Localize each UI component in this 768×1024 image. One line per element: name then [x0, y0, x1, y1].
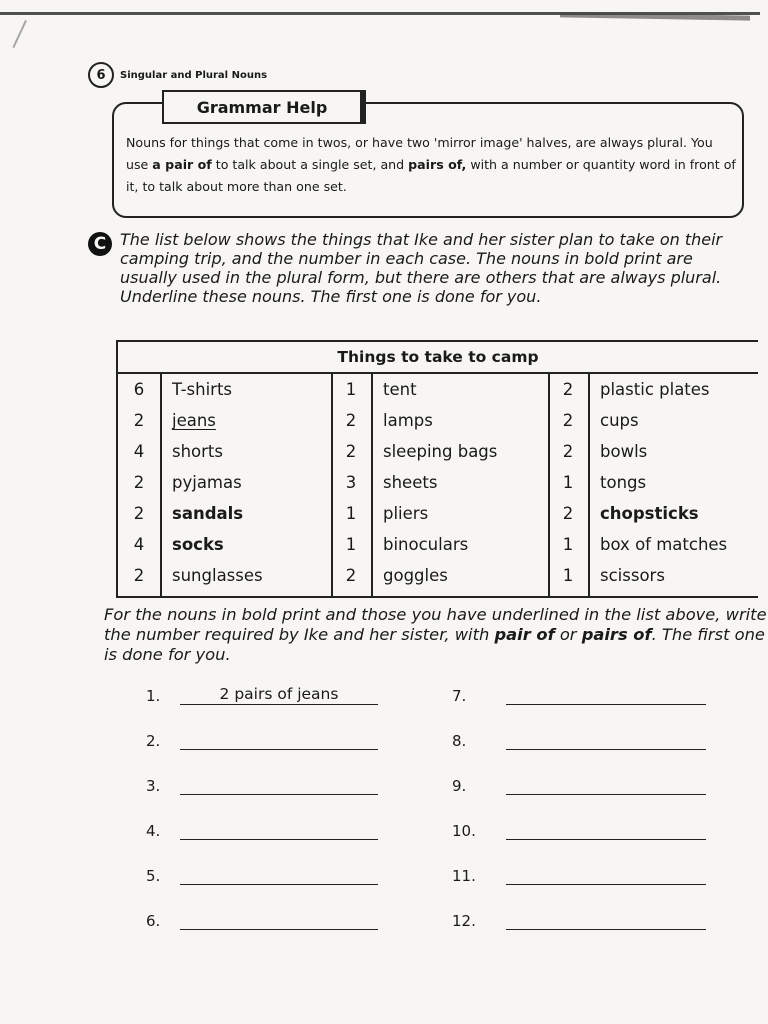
item-quantity: 1 [562, 566, 574, 585]
item-quantity: 3 [345, 473, 357, 492]
unit-header [88, 62, 267, 88]
item-name: cups [600, 411, 639, 430]
answer-item [452, 819, 706, 840]
item-name: pyjamas [172, 473, 242, 492]
item-name: chopsticks [600, 504, 699, 523]
answer-item [452, 864, 706, 885]
table-row [118, 467, 758, 498]
grammar-help-label: Grammar Help [162, 90, 362, 124]
item-quantity: 2 [133, 411, 145, 430]
answer-number: 11. [452, 867, 476, 885]
answer-number: 10. [452, 822, 476, 840]
answer-line[interactable] [180, 729, 378, 750]
item-quantity: 1 [345, 535, 357, 554]
item-name: sleeping bags [383, 442, 498, 461]
table-row [118, 405, 758, 436]
item-quantity: 4 [133, 442, 145, 461]
instruction-bold-b: pairs of [581, 625, 652, 644]
item-name: T-shirts [172, 380, 233, 399]
item-quantity: 1 [345, 504, 357, 523]
answer-line[interactable] [506, 774, 706, 795]
answer-number: 4. [146, 822, 161, 840]
answer-number: 3. [146, 777, 161, 795]
item-name: tongs [600, 473, 647, 492]
answer-line[interactable] [506, 909, 706, 930]
answer-number: 1. [146, 687, 161, 705]
answer-line[interactable] [506, 819, 706, 840]
item-name: sandals [172, 504, 244, 523]
instruction-bold-a: pair of [494, 625, 555, 644]
item-name: socks [172, 535, 224, 554]
item-name: lamps [383, 411, 433, 430]
item-name: pliers [383, 504, 429, 523]
table-row [118, 529, 758, 560]
item-quantity: 4 [133, 535, 145, 554]
item-quantity: 2 [562, 504, 574, 523]
answer-number: 6. [146, 912, 161, 930]
answer-item [146, 909, 378, 930]
answer-line[interactable] [180, 909, 378, 930]
answer-line[interactable] [180, 819, 378, 840]
answer-line[interactable]: 2 pairs of jeans [180, 684, 378, 705]
answer-number: 8. [452, 732, 467, 750]
exercise-c-instructions: The list below shows the things that Ike and her sister plan to take on their camping trip, and the number in each case. The nouns in bold print are usually used in the plural form, but there are others that are always plural. Underline these nouns. The first one is done for you. [120, 230, 723, 306]
grammar-help-text-b: to talk about a single set, and [211, 157, 409, 172]
item-name: jeans [172, 411, 216, 430]
item-quantity: 1 [562, 473, 574, 492]
table-row [118, 498, 758, 529]
answer-item [452, 909, 706, 930]
table-row [118, 560, 758, 591]
answer-instructions [104, 605, 768, 665]
unit-number-badge: 6 [88, 62, 114, 88]
item-quantity: 1 [562, 535, 574, 554]
answer-number: 2. [146, 732, 161, 750]
item-quantity: 2 [133, 473, 145, 492]
answer-number: 9. [452, 777, 467, 795]
item-quantity: 2 [562, 380, 574, 399]
answer-item [146, 819, 378, 840]
unit-title: Singular and Plural Nouns [120, 69, 268, 81]
answer-line[interactable] [180, 774, 378, 795]
instruction-text-a: For the nouns in bold print and those you have underlined in the list above, write the number required by Ike and her sister, with [104, 605, 767, 644]
answer-item [146, 864, 378, 885]
table-row [118, 374, 758, 405]
item-name: sheets [383, 473, 438, 492]
grammar-help-bold-b: pairs of, [408, 157, 467, 172]
answer-line[interactable] [506, 864, 706, 885]
item-quantity: 2 [345, 566, 357, 585]
item-name: plastic plates [600, 380, 710, 399]
item-quantity: 1 [345, 380, 357, 399]
table-title: Things to take to camp [118, 342, 758, 374]
item-quantity: 6 [133, 380, 145, 399]
item-name: box of matches [600, 535, 728, 554]
item-name: sunglasses [172, 566, 263, 585]
item-name: tent [383, 380, 417, 399]
answer-number: 7. [452, 687, 467, 705]
item-name: shorts [172, 442, 223, 461]
grammar-help-text-a: Nouns for things that come in twos, or have two 'mirror image' halves, are always plural. You use [126, 135, 713, 172]
pen-mark [12, 20, 39, 54]
answer-item [146, 774, 378, 795]
camp-items-table [116, 340, 758, 598]
item-name: goggles [383, 566, 448, 585]
answer-line[interactable] [506, 684, 706, 705]
item-quantity: 2 [345, 411, 357, 430]
answer-item [452, 684, 706, 705]
table-row [118, 436, 758, 467]
item-quantity: 2 [133, 566, 145, 585]
item-name: binoculars [383, 535, 469, 554]
answer-item [452, 729, 706, 750]
item-quantity: 2 [345, 442, 357, 461]
answer-number: 5. [146, 867, 161, 885]
item-name: scissors [600, 566, 665, 585]
answer-item [146, 729, 378, 750]
answer-item [146, 684, 378, 705]
item-name: bowls [600, 442, 648, 461]
item-quantity: 2 [133, 504, 145, 523]
instruction-text-b: or [554, 625, 582, 644]
answer-item [452, 774, 706, 795]
answer-number: 12. [452, 912, 476, 930]
grammar-help-bold-a: a pair of [152, 157, 212, 172]
grammar-help-text-c: with a number or quantity word in front of it, to talk about more than one set. [126, 157, 736, 194]
item-quantity: 2 [562, 411, 574, 430]
answer-line[interactable] [506, 729, 706, 750]
instruction-text-c: . The first one is done for you. [104, 625, 765, 664]
item-quantity: 2 [562, 442, 574, 461]
answer-line[interactable] [180, 864, 378, 885]
exercise-c-badge: C [88, 232, 112, 256]
grammar-help-text [126, 132, 738, 198]
